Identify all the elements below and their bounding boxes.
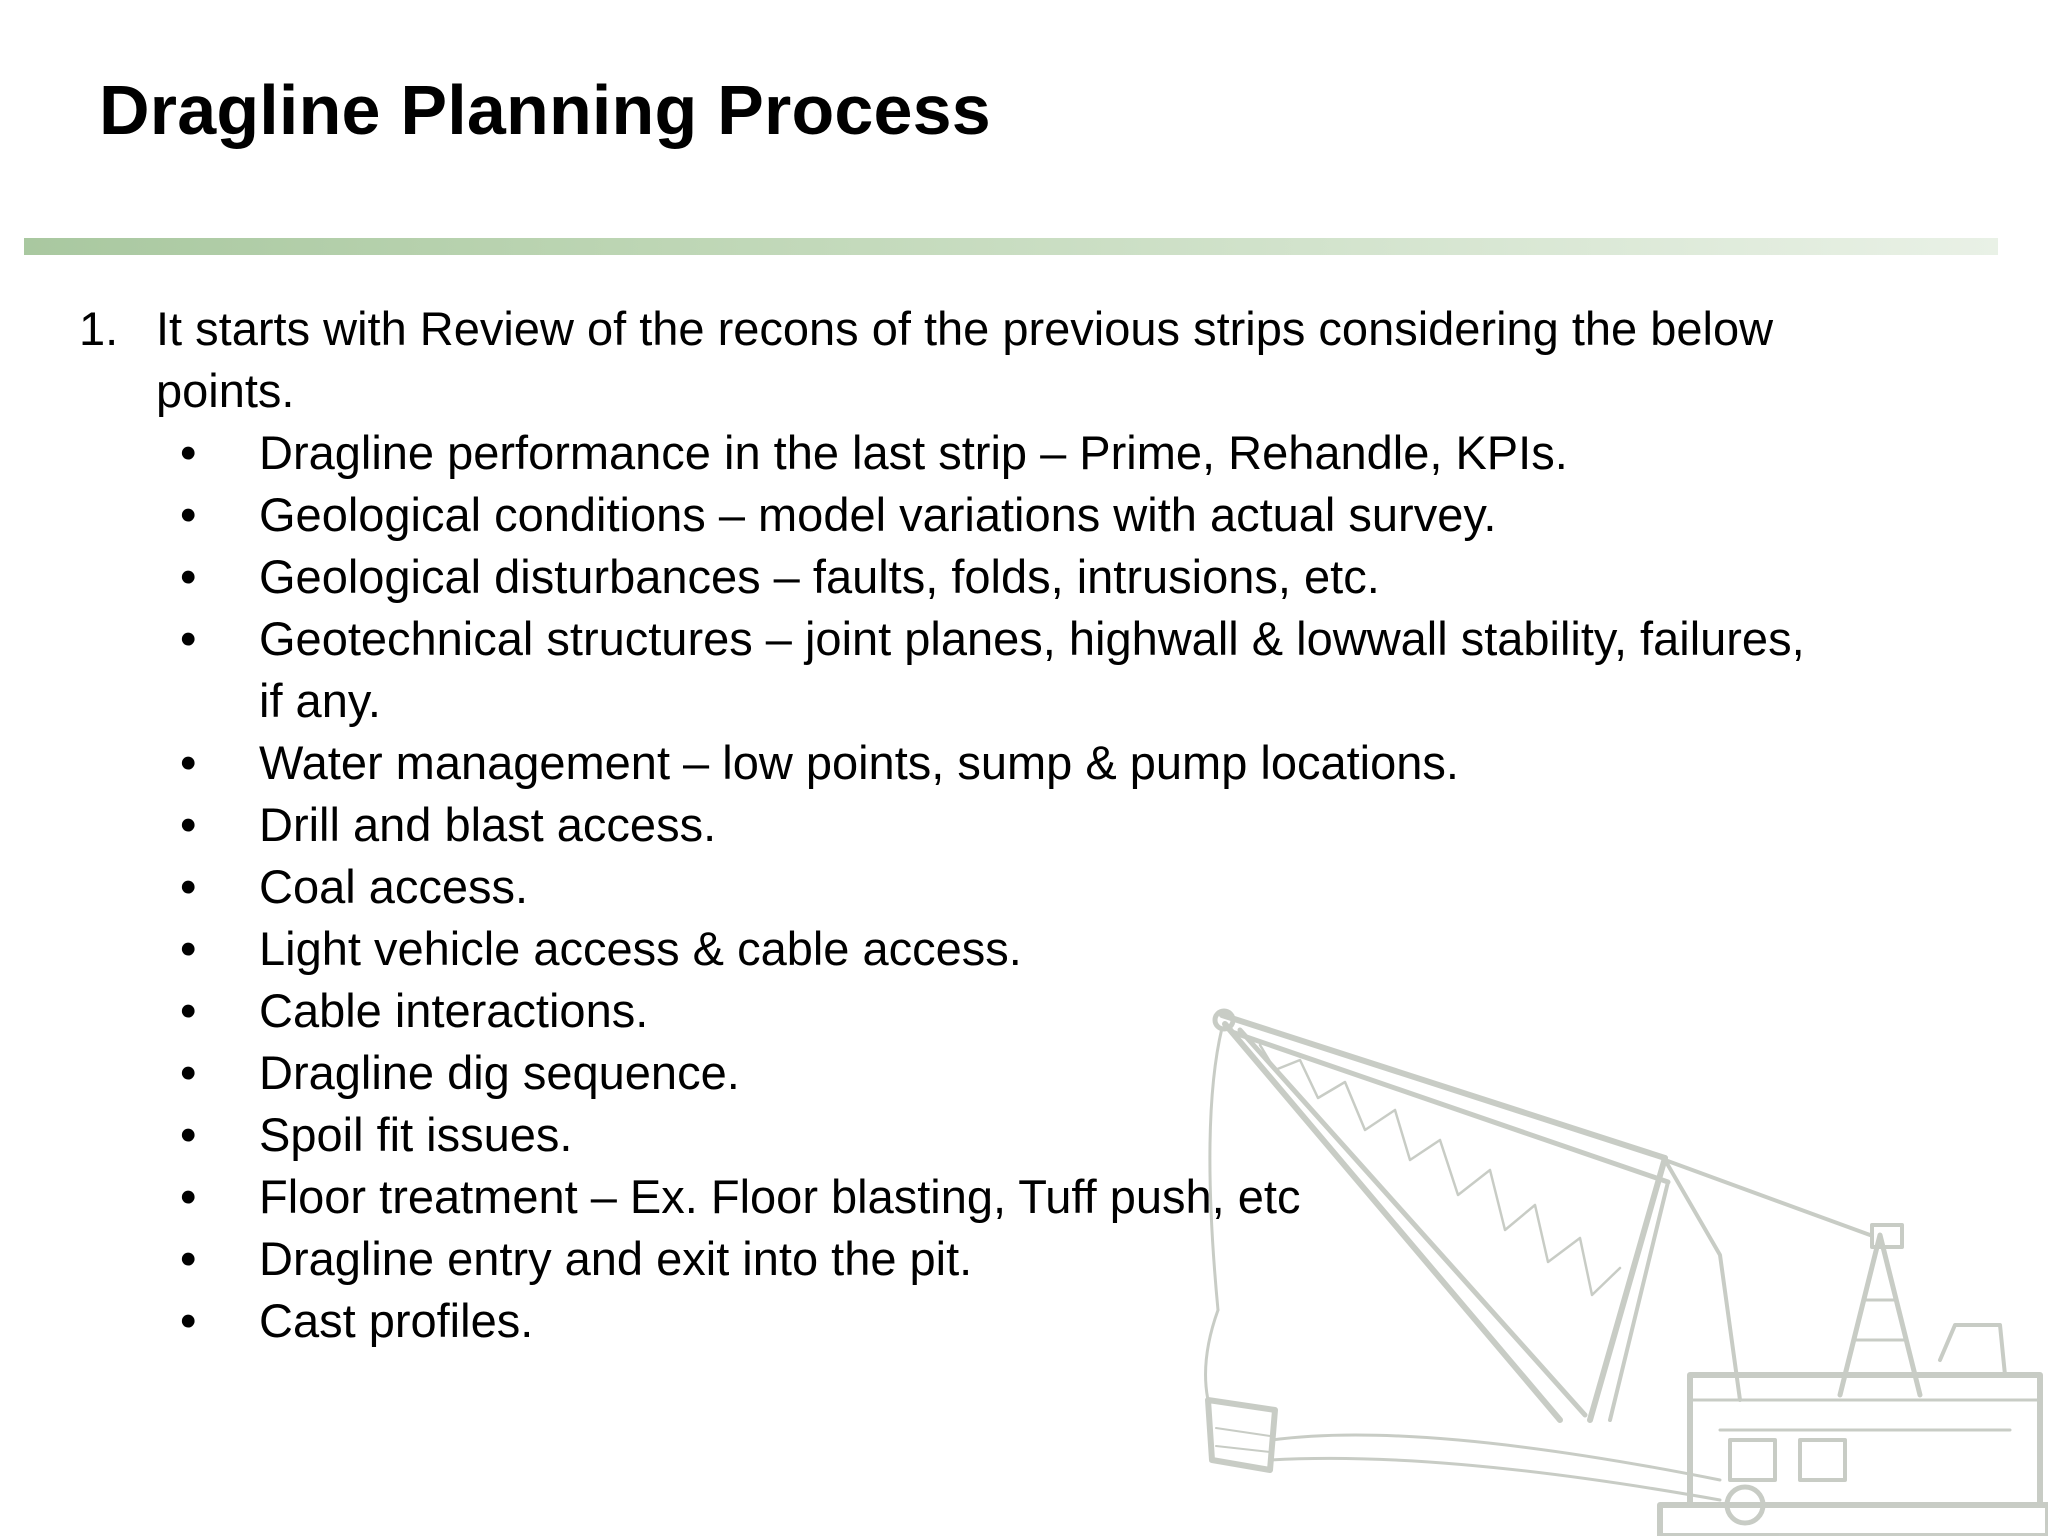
numbered-item-1 xyxy=(79,298,1819,422)
bullet-text: Geological conditions – model variations with actual survey. xyxy=(259,488,1497,541)
bullet-icon: • xyxy=(180,550,197,603)
bullet-icon: • xyxy=(180,1046,197,1099)
list-item xyxy=(79,980,1819,1042)
bullet-icon: • xyxy=(180,860,197,913)
list-item xyxy=(79,918,1819,980)
bullet-text: Geological disturbances – faults, folds, intrusions, etc. xyxy=(259,550,1380,603)
bullet-list xyxy=(79,422,1819,1352)
slide-title: Dragline Planning Process xyxy=(99,71,991,149)
bullet-text: Floor treatment – Ex. Floor blasting, Tuff push, etc xyxy=(259,1170,1301,1223)
bullet-text: Dragline entry and exit into the pit. xyxy=(259,1232,973,1285)
bullet-icon: • xyxy=(180,1170,197,1223)
slide-content xyxy=(79,298,1819,1352)
bullet-icon: • xyxy=(180,922,197,975)
bullet-text: Water management – low points, sump & pump locations. xyxy=(259,736,1459,789)
bullet-text: Cable interactions. xyxy=(259,984,649,1037)
list-item xyxy=(79,608,1819,732)
bullet-icon: • xyxy=(180,1232,197,1285)
list-item xyxy=(79,794,1819,856)
title-divider xyxy=(24,238,1998,255)
list-item xyxy=(79,732,1819,794)
bullet-icon: • xyxy=(180,984,197,1037)
list-item xyxy=(79,422,1819,484)
bullet-text: Dragline performance in the last strip – Prime, Rehandle, KPIs. xyxy=(259,426,1568,479)
bullet-text: Cast profiles. xyxy=(259,1294,534,1347)
list-item xyxy=(79,1042,1819,1104)
bullet-text: Dragline dig sequence. xyxy=(259,1046,740,1099)
list-item xyxy=(79,1228,1819,1290)
bullet-icon: • xyxy=(180,798,197,851)
list-item xyxy=(79,1290,1819,1352)
item-number: 1. xyxy=(79,302,119,355)
bullet-text: Spoil fit issues. xyxy=(259,1108,573,1161)
bullet-icon: • xyxy=(180,1108,197,1161)
list-item xyxy=(79,1166,1819,1228)
list-item xyxy=(79,856,1819,918)
bullet-text: Geotechnical structures – joint planes, highwall & lowwall stability, failures, if any. xyxy=(259,612,1805,727)
list-item xyxy=(79,484,1819,546)
bullet-icon: • xyxy=(180,1294,197,1347)
list-item xyxy=(79,546,1819,608)
list-item xyxy=(79,1104,1819,1166)
bullet-icon: • xyxy=(180,488,197,541)
bullet-icon: • xyxy=(180,612,197,665)
item-text: It starts with Review of the recons of the previous strips considering the below points. xyxy=(156,302,1774,417)
bullet-icon: • xyxy=(180,736,197,789)
bullet-text: Light vehicle access & cable access. xyxy=(259,922,1022,975)
bullet-text: Drill and blast access. xyxy=(259,798,717,851)
bullet-text: Coal access. xyxy=(259,860,529,913)
bullet-icon: • xyxy=(180,426,197,479)
